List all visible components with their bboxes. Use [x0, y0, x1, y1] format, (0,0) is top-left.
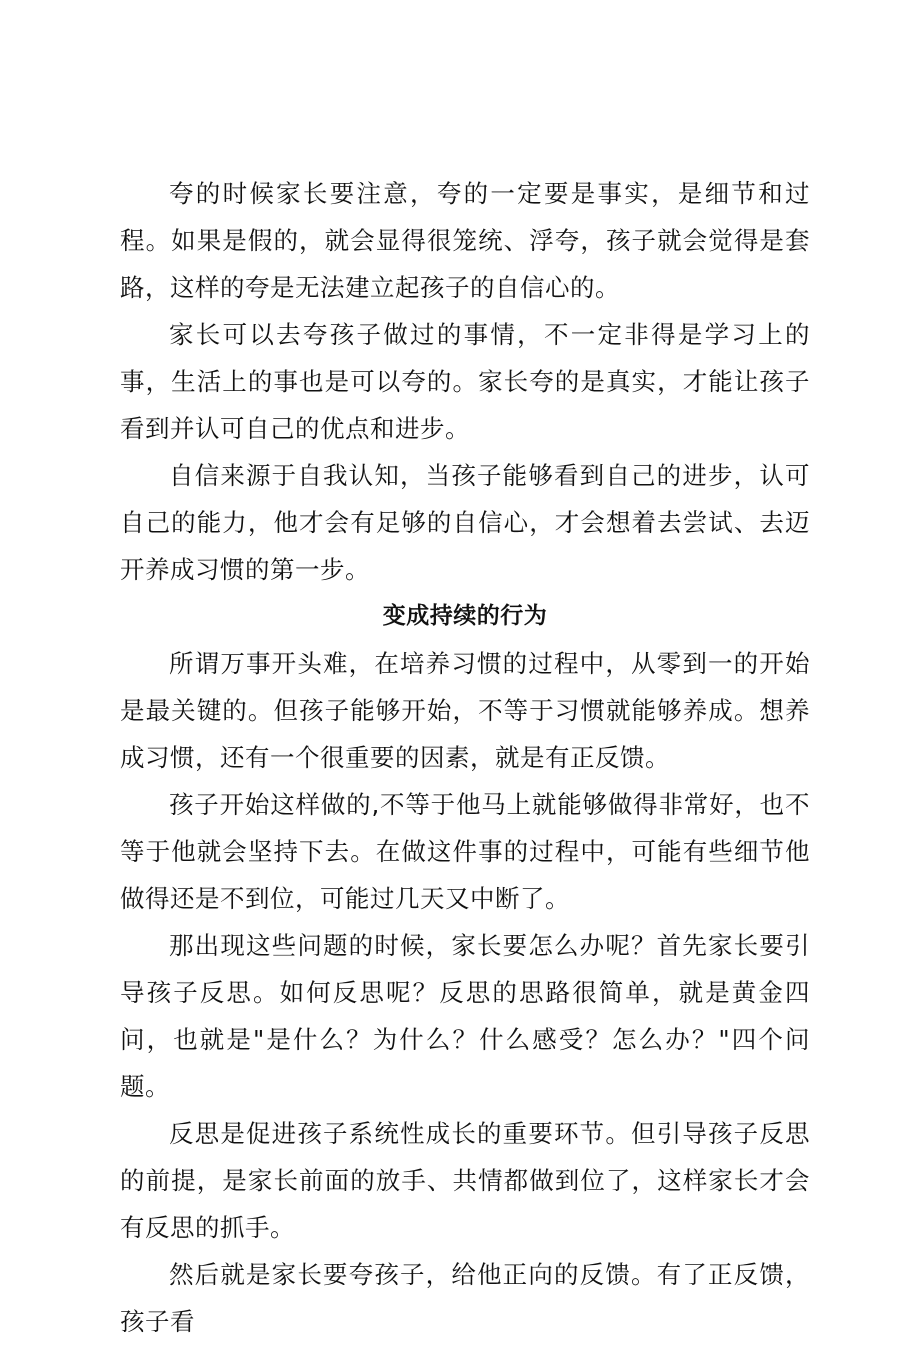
paragraph: 所谓万事开头难，在培养习惯的过程中，从零到一的开始是最关键的。但孩子能够开始，不等于习惯就能够养成。想养成习惯，还有一个很重要的因素，就是有正反馈。 — [120, 649, 810, 772]
paragraph: 自信来源于自我认知，当孩子能够看到自己的进步，认可自己的能力，他才会有足够的自信心，才会想着去尝试、去迈开养成习惯的第一步。 — [120, 461, 810, 584]
paragraph: 家长可以去夸孩子做过的事情，不一定非得是学习上的事，生活上的事也是可以夸的。家长夸的是真实，才能让孩子看到并认可自己的优点和进步。 — [120, 320, 810, 443]
document-body — [120, 170, 810, 1345]
paragraph: 夸的时候家长要注意，夸的一定要是事实，是细节和过程。如果是假的，就会显得很笼统、浮夸，孩子就会觉得是套路，这样的夸是无法建立起孩子的自信心的。 — [120, 179, 810, 302]
paragraph: 然后就是家长要夸孩子，给他正向的反馈。有了正反馈，孩子看 — [120, 1260, 810, 1336]
paragraph: 那出现这些问题的时候，家长要怎么办呢？首先家长要引导孩子反思。如何反思呢？反思的思路很简单，就是黄金四问，也就是"是什么？为什么？什么感受？怎么办？"四个问题。 — [120, 931, 810, 1101]
section-heading: 变成持续的行为 — [382, 603, 548, 629]
paragraph: 孩子开始这样做的,不等于他马上就能够做得非常好，也不等于他就会坚持下去。在做这件事的过程中，可能有些细节他做得还是不到位，可能过几天又中断了。 — [120, 790, 810, 913]
paragraph: 反思是促进孩子系统性成长的重要环节。但引导孩子反思的前提，是家长前面的放手、共情都做到位了，这样家长才会有反思的抓手。 — [120, 1119, 810, 1242]
